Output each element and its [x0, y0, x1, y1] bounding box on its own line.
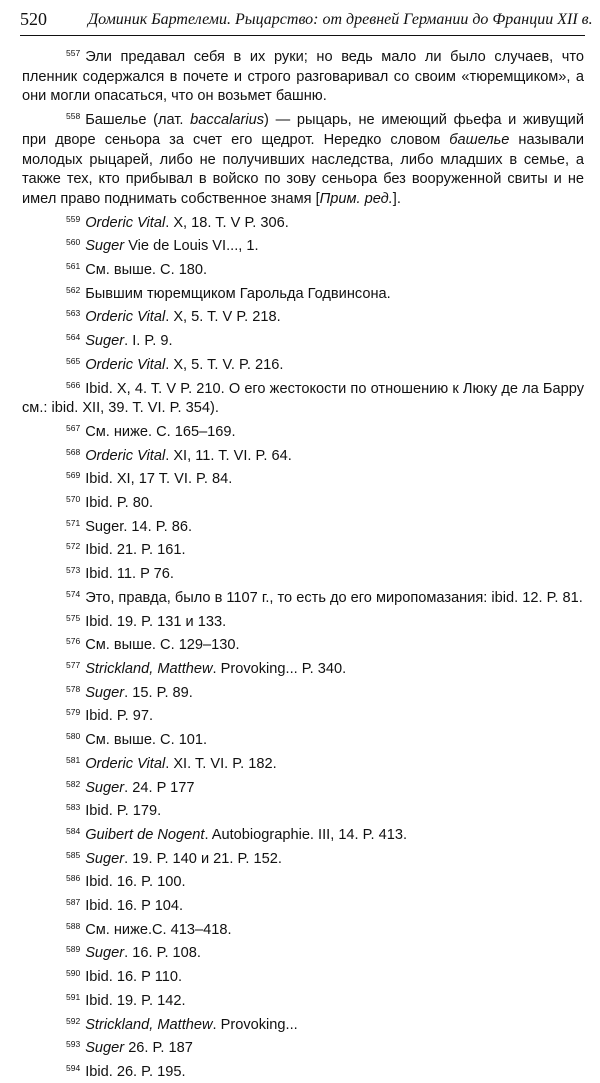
endnote-text: . 19. P. 140 и 21. P. 152. — [124, 850, 282, 867]
endnote — [22, 656, 584, 680]
page-number: 520 — [20, 9, 47, 29]
endnote-text: ) — рыцарь, не имеющий фьефа и живущий при дворе сеньора за счет его щедрот. Нередко словом — [22, 112, 584, 148]
endnote-text: Ibid. 26. P. 195. — [85, 1063, 186, 1080]
endnote-number: 588 — [66, 920, 81, 931]
endnote-number: 589 — [66, 944, 81, 955]
endnote-text: . 16. P. 108. — [124, 945, 201, 962]
endnote — [22, 210, 584, 234]
endnote-number: 569 — [66, 470, 81, 481]
endnote-text: Ibid. 16. P 110. — [85, 969, 183, 986]
endnote-text: Ibid. 19. P. 131 и 133. — [85, 613, 227, 630]
endnote-number: 584 — [66, 825, 81, 836]
endnote-number: 586 — [66, 873, 81, 884]
endnote — [22, 514, 584, 538]
endnote-text: Ibid. 16. P. 100. — [85, 874, 186, 891]
endnote-text: . Provoking... — [212, 1016, 298, 1033]
endnote-text: См. выше. С. 129–130. — [85, 637, 240, 654]
endnote — [22, 893, 584, 917]
endnote-number: 573 — [66, 565, 81, 576]
endnote-text: . XI. T. VI. P. 182. — [165, 755, 277, 772]
endnote-text: . X, 5. T. V. P. 216. — [165, 356, 284, 373]
endnote-italic-text: Suger — [85, 333, 125, 350]
endnote-number: 572 — [66, 541, 81, 552]
endnote-italic-text: Strickland, Matthew — [85, 1016, 213, 1033]
endnote-number: 567 — [66, 422, 81, 433]
endnote-italic-text: Orderic Vital — [85, 356, 166, 373]
endnote — [22, 1012, 584, 1036]
endnote-text: Ibid. 16. P 104. — [85, 898, 184, 915]
endnote-number: 582 — [66, 778, 81, 789]
endnote — [22, 703, 584, 727]
endnote-number: 575 — [66, 612, 81, 623]
endnote — [22, 233, 584, 257]
endnote-number: 592 — [66, 1015, 81, 1026]
endnote — [22, 869, 584, 893]
endnote-text: См. ниже. С. 165–169. — [85, 423, 236, 440]
endnote-italic-text: башелье — [449, 131, 510, 148]
endnote — [22, 822, 584, 846]
endnote-number: 568 — [66, 446, 81, 457]
endnote-text: Vie de Louis VI..., 1. — [124, 238, 259, 255]
endnote — [22, 680, 584, 704]
endnote-italic-text: Suger — [85, 1040, 125, 1057]
endnote-text: Это, правда, было в 1107 г., то есть до его миропомазания: ibid. 12. P. 81. — [85, 589, 583, 606]
endnote-text: 26. P. 187 — [124, 1040, 193, 1057]
endnotes-list — [22, 44, 584, 1083]
endnote-text: называли молодых рыцарей, либо не получивших наследства, либо младших в семье, а также тех, кто прибывал в войско по зову сеньора без вооруженной свиты и не имел право поднимать собственное знамя [ — [22, 131, 584, 207]
endnote-italic-text: Suger — [85, 684, 125, 701]
endnote-text: Бывшим тюремщиком Гарольда Годвинсона. — [85, 285, 391, 302]
endnote-text: Ibid. P. 179. — [85, 803, 162, 820]
endnote-number: 594 — [66, 1062, 81, 1073]
endnote-number: 564 — [66, 332, 81, 343]
endnote-text: . Autobiographie. III, 14. P. 413. — [204, 826, 408, 843]
endnote-text: Башелье (лат. — [85, 112, 191, 129]
endnote-text: Suger. 14. P. 86. — [85, 518, 193, 535]
endnote — [22, 632, 584, 656]
endnote-italic-text: Orderic Vital — [85, 309, 166, 326]
endnote — [22, 1035, 584, 1059]
endnote — [22, 107, 584, 210]
endnote-text: ]. — [392, 190, 401, 207]
endnote-number: 571 — [66, 517, 81, 528]
endnote — [22, 988, 584, 1012]
endnote-text: Ibid. 11. P 76. — [85, 566, 174, 583]
endnote — [22, 609, 584, 633]
endnote-italic-text: Strickland, Matthew — [85, 660, 213, 677]
endnote-italic-text: Orderic Vital — [85, 447, 166, 464]
header-rule — [20, 35, 585, 36]
endnote — [22, 352, 584, 376]
endnote-number: 590 — [66, 968, 81, 979]
endnote-number: 593 — [66, 1039, 81, 1050]
endnote-text: . I. P. 9. — [124, 333, 173, 350]
endnote — [22, 917, 584, 941]
endnote — [22, 257, 584, 281]
endnote — [22, 561, 584, 585]
endnote-text: Ibid. X, 4. T. V P. 210. О его жестокости по отношению к Люку де ла Барру см.: ibid. XII, 39. T. VI. P. 354). — [22, 380, 584, 417]
endnote — [22, 419, 584, 443]
endnote-number: 580 — [66, 731, 81, 742]
endnote-number: 583 — [66, 802, 81, 813]
endnote-number: 577 — [66, 659, 81, 670]
endnote — [22, 281, 584, 305]
endnote — [22, 940, 584, 964]
endnote-number: 579 — [66, 707, 81, 718]
endnote — [22, 376, 584, 419]
endnote-text: . XI, 11. T. VI. P. 64. — [165, 447, 292, 464]
endnote — [22, 304, 584, 328]
endnote-text: См. ниже.С. 413–418. — [85, 921, 232, 938]
endnote-number: 559 — [66, 213, 81, 224]
endnote-number: 560 — [66, 237, 81, 248]
endnote — [22, 537, 584, 561]
endnote-number: 576 — [66, 636, 81, 647]
page-header — [20, 9, 593, 33]
endnote-number: 585 — [66, 849, 81, 860]
endnote — [22, 727, 584, 751]
endnote-number: 574 — [66, 588, 81, 599]
endnote-text: Ibid. P. 97. — [85, 708, 154, 725]
endnote-text: . 24. P 177 — [124, 779, 195, 796]
endnote-italic-text: Suger — [85, 945, 125, 962]
endnote-text: . 15. P. 89. — [124, 684, 193, 701]
endnote-italic-text: baccalarius — [190, 112, 264, 129]
endnote-italic-text: Orderic Vital — [85, 755, 166, 772]
endnote-text: См. выше. С. 101. — [85, 732, 208, 749]
endnote — [22, 751, 584, 775]
endnote-text: Эли предавал себя в их руки; но ведь мало ли было случаев, что пленник содержался в почете и строго разговаривал со своим «тюремщиком», а они могли опасаться, что он возьмет башню. — [22, 49, 584, 105]
endnote-number: 581 — [66, 754, 81, 765]
endnote-number: 565 — [66, 355, 81, 366]
endnote-text: . Provoking... P. 340. — [212, 660, 347, 677]
endnote-text: Ibid. 19. P. 142. — [85, 992, 186, 1009]
running-title: Доминик Бартелеми. Рыцарство: от древней Германии до Франции XII в. — [88, 11, 593, 28]
endnote-number: 570 — [66, 494, 81, 505]
endnote-text: См. выше. С. 180. — [85, 262, 208, 279]
endnote — [22, 490, 584, 514]
endnote-number: 587 — [66, 897, 81, 908]
endnote — [22, 775, 584, 799]
endnote-number: 563 — [66, 308, 81, 319]
endnote-text: Ibid. 21. P. 161. — [85, 542, 186, 559]
endnote-number: 558 — [66, 111, 81, 122]
endnote — [22, 328, 584, 352]
endnote-number: 557 — [66, 48, 81, 58]
endnote-text: Ibid. P. 80. — [85, 495, 154, 512]
endnote-italic-text: Orderic Vital — [85, 214, 166, 231]
endnote — [22, 443, 584, 467]
endnote — [22, 466, 584, 490]
endnote-number: 578 — [66, 683, 81, 694]
endnote — [22, 44, 584, 107]
endnote — [22, 798, 584, 822]
endnote-text: . X, 18. T. V P. 306. — [165, 214, 289, 231]
endnote-number: 561 — [66, 261, 81, 272]
endnote-italic-text: Suger — [85, 850, 125, 867]
endnote-text: Ibid. XI, 17 T. VI. P. 84. — [85, 471, 233, 488]
endnote — [22, 964, 584, 988]
endnote-italic-text: Suger — [85, 779, 125, 796]
endnote-number: 591 — [66, 991, 81, 1002]
endnote — [22, 1059, 584, 1083]
endnote — [22, 585, 584, 609]
endnote-italic-text: Guibert de Nogent — [85, 826, 205, 843]
endnote-italic-text: Suger — [85, 238, 125, 255]
endnote-italic-text: Прим. ред. — [319, 190, 393, 207]
endnote — [22, 846, 584, 870]
endnote-number: 562 — [66, 284, 81, 295]
endnote-number: 566 — [66, 379, 81, 390]
endnote-text: . X, 5. T. V P. 218. — [165, 309, 281, 326]
